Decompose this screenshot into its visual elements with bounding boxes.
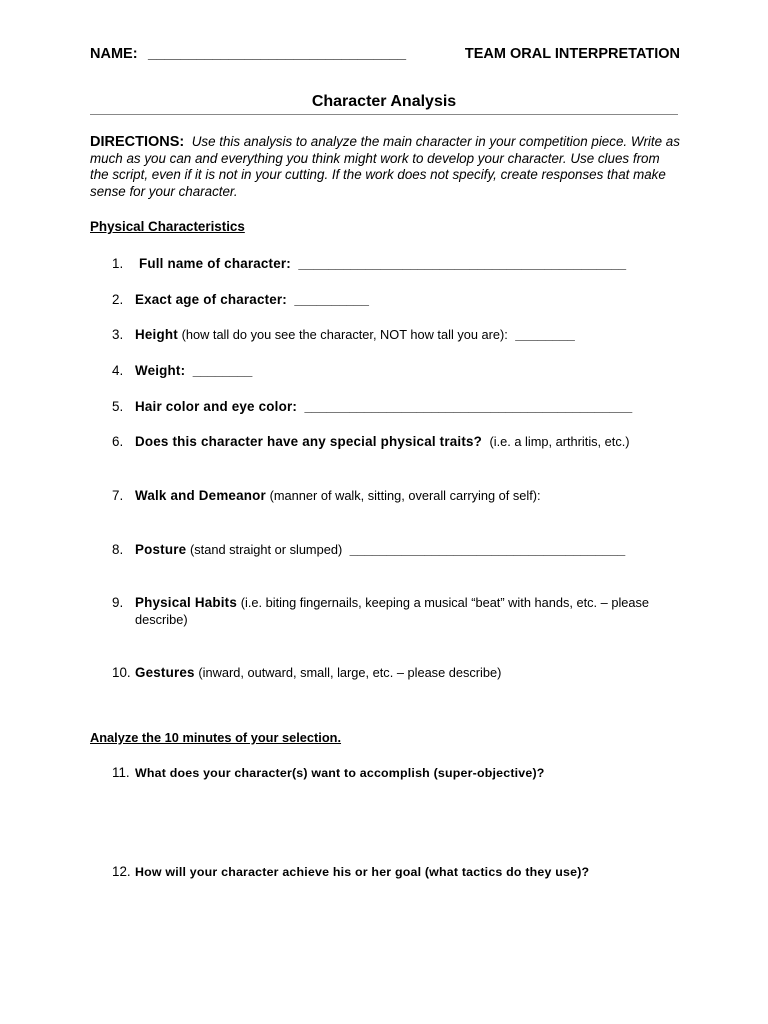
item-label: Does this character have any special physical traits? <box>135 434 483 449</box>
item-blank: ____________________________________________ <box>304 399 633 414</box>
item-note: (how tall do you see the character, NOT how tall you are): <box>181 327 508 342</box>
item-label: Physical Habits <box>135 595 237 610</box>
analyze-heading: Analyze the 10 minutes of your selection. <box>90 730 342 745</box>
item-number: 8. <box>112 542 124 557</box>
item-number: 7. <box>112 488 124 503</box>
item-label: Height <box>135 327 178 342</box>
physical-heading: Physical Characteristics <box>90 219 245 234</box>
directions-label: DIRECTIONS: <box>90 134 185 150</box>
item-blank: _____________________________________ <box>349 542 626 557</box>
item-note: (stand straight or slumped) <box>190 542 343 557</box>
item-number: 1. <box>112 256 124 271</box>
item-label: Full name of character: <box>139 256 291 271</box>
item-number: 6. <box>112 434 124 449</box>
item-label: Weight: <box>135 363 186 378</box>
item-number: 2. <box>112 292 124 307</box>
item-blank: ____________________________________________ <box>298 256 627 271</box>
question-text: What does your character(s) want to accomplish (super-objective)? <box>135 766 545 780</box>
item-number: 9. <box>112 595 124 610</box>
directions-text: Use this analysis to analyze the main character in your competition piece. Write as much as you can and everything you think might work to develop your character. Use clues from the script, even if it is not in your cutting. If the work does not specify, create responses that make sense for your character. <box>90 134 680 199</box>
item-blank: __________ <box>294 292 369 307</box>
item-number: 10. <box>112 665 131 680</box>
item-label: Walk and Demeanor <box>135 488 266 503</box>
item-label: Posture <box>135 542 187 557</box>
page-title: Character Analysis <box>311 93 457 110</box>
item-number: 12. <box>112 864 131 879</box>
item-note: (manner of walk, sitting, overall carrying of self): <box>269 488 541 503</box>
title-divider <box>90 114 678 115</box>
item-label: Gestures <box>135 665 195 680</box>
item-blank: ________ <box>192 363 253 378</box>
item-label: Hair color and eye color: <box>135 399 298 414</box>
item-note: (inward, outward, small, large, etc. – please describe) <box>198 665 502 680</box>
question-text: How will your character achieve his or her goal (what tactics do they use)? <box>135 865 590 879</box>
item-number: 11. <box>112 765 130 780</box>
item-note: (i.e. biting fingernails, keeping a musical “beat” with hands, etc. – please describe) <box>135 595 650 627</box>
item-number: 3. <box>112 327 124 342</box>
directions <box>90 134 680 200</box>
name-label: NAME: <box>90 46 138 62</box>
header-row <box>90 46 680 66</box>
name-blank: ________________________________ <box>148 46 407 62</box>
item-note: (i.e. a limp, arthritis, etc.) <box>489 434 630 449</box>
item-number: 4. <box>112 363 124 378</box>
item-label: Exact age of character: <box>135 292 287 307</box>
item-blank: ________ <box>515 327 575 342</box>
event-title: TEAM ORAL INTERPRETATION <box>464 46 680 62</box>
item-number: 5. <box>112 399 124 414</box>
